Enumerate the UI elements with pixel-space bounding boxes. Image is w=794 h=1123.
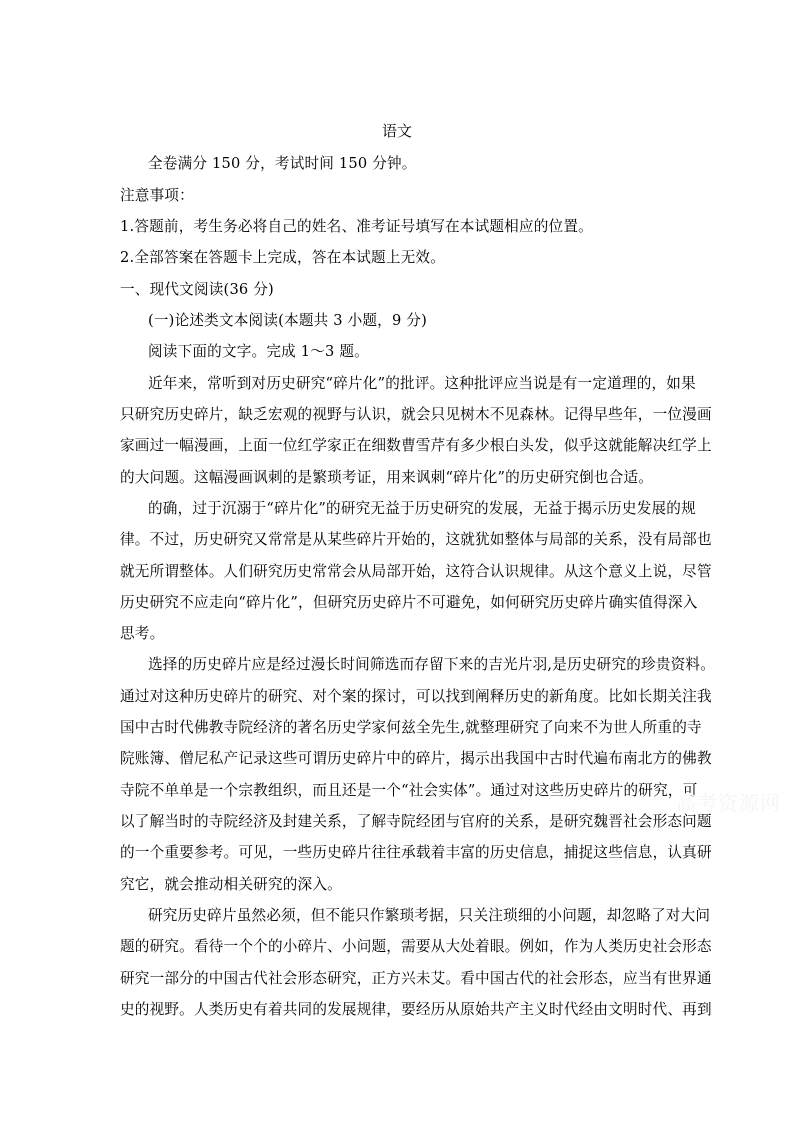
exam-info-line: 全卷满分 150 分，考试时间 150 分钟。 bbox=[148, 155, 417, 172]
paragraph-4-line: 研究历史碎片虽然必须，但不能只作繁琐考据，只关注琐细的小问题，却忽略了对大问 bbox=[148, 907, 711, 924]
section-heading: 一、现代文阅读(36 分) bbox=[120, 281, 274, 298]
paragraph-4-line: 题的研究。看待一个个的小碎片、小问题，需要从大处着眼。例如，作为人类历史社会形态 bbox=[120, 938, 712, 955]
paragraph-1-line: 的大问题。这幅漫画讽刺的是繁琐考证，用来讽刺“碎片化”的历史研究倒也合适。 bbox=[120, 469, 654, 486]
paragraph-2-line: 律。不过，历史研究又常常是从某些碎片开始的，这就犹如整体与局部的关系，没有局部也 bbox=[120, 531, 712, 548]
paragraph-2-line: 的确，过于沉溺于“碎片化”的研究无益于历史研究的发展，无益于揭示历史发展的规 bbox=[148, 500, 696, 517]
paragraph-3-line: 国中古时代佛教寺院经济的著名历史学家何兹全先生,就整理研究了向来不为世人所重的寺 bbox=[120, 719, 702, 736]
paragraph-3-line: 院账簿、僧尼私产记录这些可谓历史碎片中的碎片，揭示出我国中古时代遍布南北方的佛教 bbox=[120, 750, 712, 767]
subsection-heading: (一)论述类文本阅读(本题共 3 小题，9 分) bbox=[148, 312, 427, 329]
paragraph-1-line: 家画过一幅漫画，上面一位红学家正在细数曹雪芹有多少根白头发，似乎这就能解决红学上 bbox=[120, 437, 712, 454]
watermark-logo: 高考资源网 bbox=[676, 791, 781, 815]
notice-item-1: 1.答题前，考生务必将自己的姓名、准考证号填写在本试题相应的位置。 bbox=[120, 218, 593, 235]
paragraph-3-line: 选择的历史碎片应是经过漫长时间筛选而存留下来的吉光片羽,是历史研究的珍贵资料。 bbox=[148, 656, 716, 673]
page-title: 语文 bbox=[381, 122, 412, 140]
paragraph-2-line: 就无所谓整体。人们研究历史常常会从局部开始，这符合认识规律。从这个意义上说，尽管 bbox=[120, 563, 712, 580]
notice-heading: 注意事项： bbox=[120, 187, 194, 204]
paragraph-3-line: 以了解当时的寺院经济及封建关系，了解寺院经团与官府的关系，是研究魏晋社会形态问题 bbox=[120, 813, 712, 830]
paragraph-3-line: 通过对这种历史碎片的研究、对个案的探讨，可以找到阐释历史的新角度。比如长期关注我 bbox=[120, 688, 712, 705]
paragraph-4-line: 研究一部分的中国古代社会形态研究，正方兴未艾。看中国古代的社会形态，应当有世界通 bbox=[120, 970, 712, 987]
paragraph-4-line: 史的视野。人类历史有着共同的发展规律，要经历从原始共产主义时代经由文明时代、再到 bbox=[120, 1001, 712, 1018]
paragraph-2-line: 思考。 bbox=[120, 625, 165, 642]
notice-item-2: 2.全部答案在答题卡上完成，答在本试题上无效。 bbox=[120, 249, 445, 266]
paragraph-1-line: 近年来，常听到对历史研究“碎片化”的批评。这种批评应当说是有一定道理的，如果 bbox=[148, 375, 696, 392]
paragraph-2-line: 历史研究不应走向“碎片化”，但研究历史碎片不可避免，如何研究历史碎片确实值得深入 bbox=[120, 594, 698, 611]
paragraph-1-line: 只研究历史碎片，缺乏宏观的视野与认识，就会只见树木不见森林。记得早些年，一位漫画 bbox=[120, 406, 712, 423]
paragraph-3-line: 究它，就会推动相关研究的深入。 bbox=[120, 876, 342, 893]
reading-instruction: 阅读下面的文字。完成 1～3 题。 bbox=[148, 343, 369, 360]
paragraph-3-line: 寺院不单单是一个宗教组织，而且还是一个“社会实体”。通过对这些历史碎片的研究，可 bbox=[120, 782, 698, 799]
paragraph-3-line: 的一个重要参考。可见，一些历史碎片往往承载着丰富的历史信息，捕捉这些信息，认真研 bbox=[120, 844, 712, 861]
